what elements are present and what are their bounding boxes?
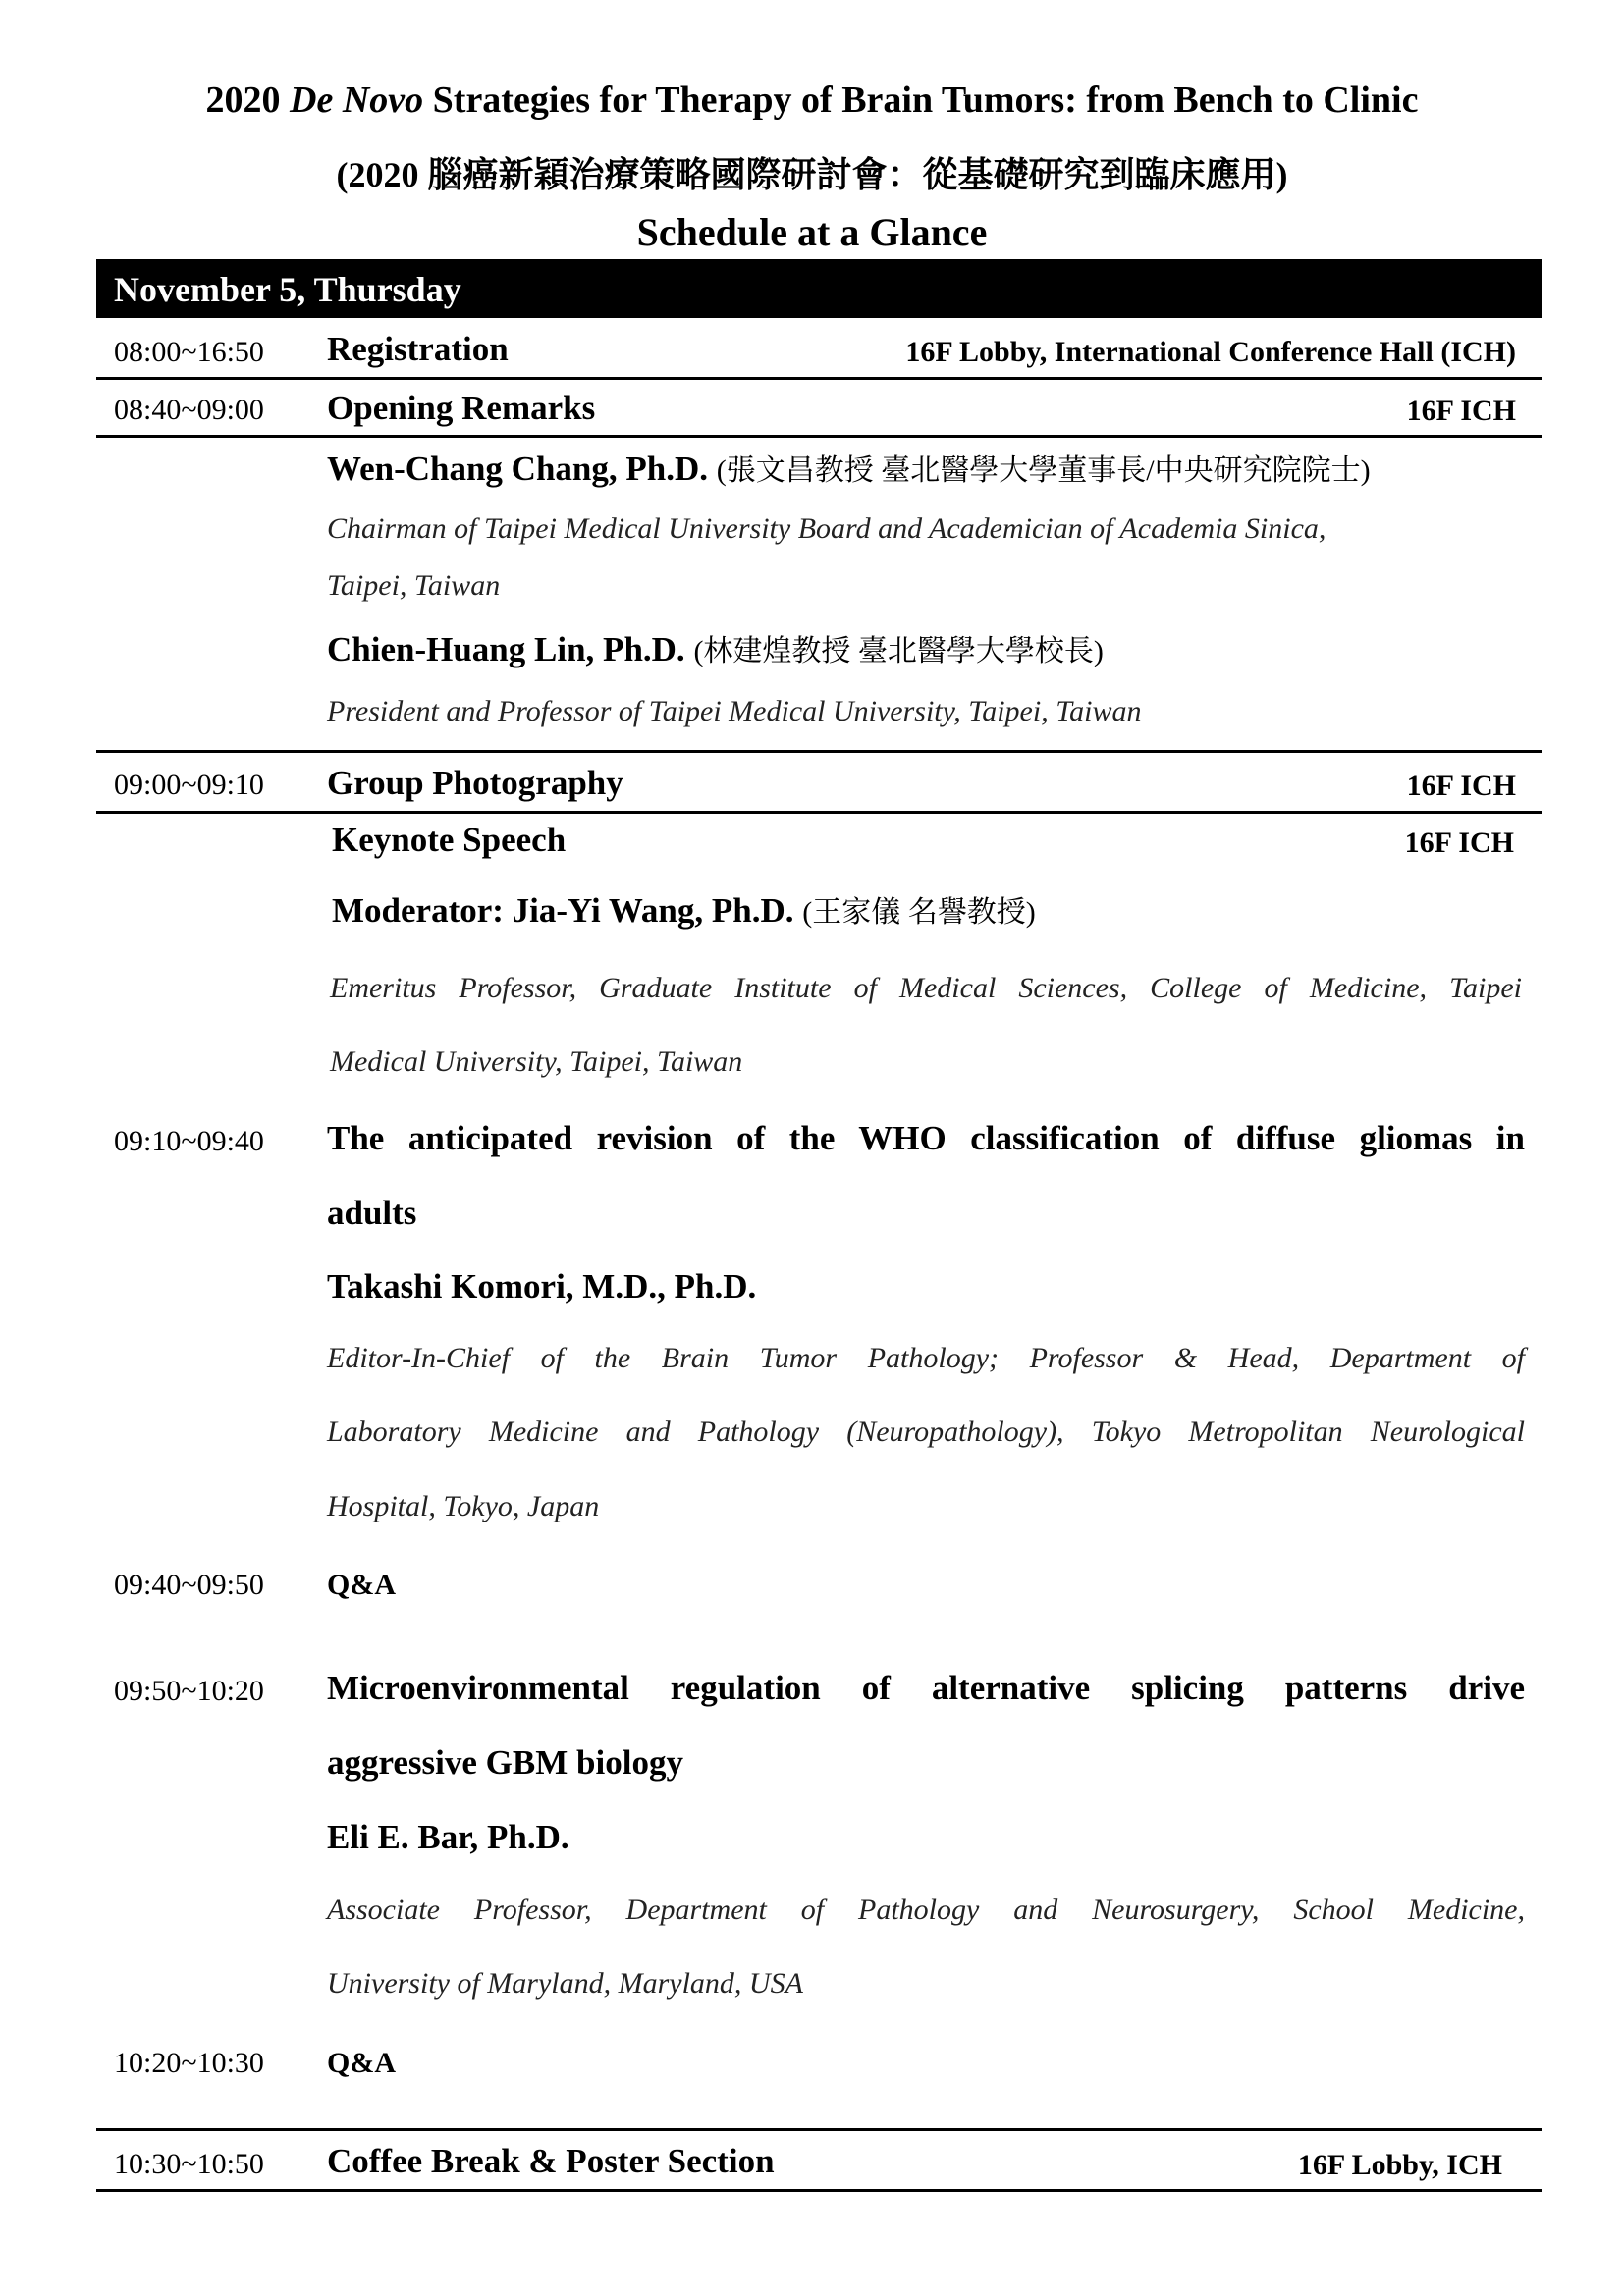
coffee-time: 10:30~10:50 [114,2148,264,2180]
speaker-name: Wen-Chang Chang, Ph.D. (張文昌教授 臺北醫學大學董事長/中央研究院院士) [327,450,1371,488]
photo-location: 16F ICH [1406,770,1516,802]
coffee-title: Coffee Break & Poster Section [327,2142,775,2180]
talk-title: Microenvironmental regulation of alternative splicing patterns drive [327,1669,1525,1707]
registration-time: 08:00~16:50 [114,336,264,368]
talk-time: 09:50~10:20 [114,1675,264,1707]
event-title: 2020 De Novo Strategies for Therapy of Brain Tumors: from Bench to Clinic [205,80,1419,121]
talk-speaker-affiliation: Editor-In-Chief of the Brain Tumor Pathology; Professor & Head, Department of [327,1342,1525,1374]
talk-time: 09:10~09:40 [114,1125,264,1157]
moderator-affiliation: Medical University, Taipei, Taiwan [330,1045,743,1078]
talk-speaker-affiliation: Hospital, Tokyo, Japan [327,1490,600,1522]
talk-speaker-affiliation: Laboratory Medicine and Pathology (Neuropathology), Tokyo Metropolitan Neurological [327,1415,1525,1448]
talk-title: adults [327,1194,417,1232]
talk-speaker-affiliation: Associate Professor, Department of Pathology and Neurosurgery, School Medicine, [327,1894,1525,1926]
speaker-affiliation: Chairman of Taipei Medical University Board and Academician of Academia Sinica, [327,512,1326,545]
speaker-affiliation: Taipei, Taiwan [327,569,501,602]
divider [96,377,1542,380]
photo-time: 09:00~09:10 [114,769,264,801]
photo-title: Group Photography [327,764,623,802]
keynote-location: 16F ICH [1404,827,1514,859]
qa-time: 10:20~10:30 [114,2047,264,2079]
moderator-affiliation: Emeritus Professor, Graduate Institute of Medical Sciences, College of Medicine, Taipei [330,972,1522,1004]
moderator-name: Moderator: Jia-Yi Wang, Ph.D. (王家儀 名譽教授) [332,891,1036,930]
registration-title: Registration [327,330,509,368]
divider [96,2189,1542,2192]
qa-label: Q&A [327,1569,396,1601]
divider [96,435,1542,438]
talk-speaker-affiliation: University of Maryland, Maryland, USA [327,1967,803,2000]
divider [96,811,1542,814]
registration-location: 16F Lobby, International Conference Hall (ICH) [905,336,1516,368]
opening-title: Opening Remarks [327,389,596,427]
divider [96,750,1542,753]
event-subtitle-zh: (2020 腦癌新穎治療策略國際研討會：從基礎研究到臨床應用) [336,155,1288,194]
talk-speaker: Takashi Komori, M.D., Ph.D. [327,1267,757,1306]
day-label: November 5, Thursday [114,270,461,309]
schedule-heading: Schedule at a Glance [636,210,988,254]
talk-title: aggressive GBM biology [327,1743,683,1782]
coffee-location: 16F Lobby, ICH [1297,2149,1502,2181]
opening-time: 08:40~09:00 [114,394,264,426]
qa-time: 09:40~09:50 [114,1569,264,1601]
opening-location: 16F ICH [1406,395,1516,427]
qa-label: Q&A [327,2047,396,2079]
talk-title: The anticipated revision of the WHO classification of diffuse gliomas in [327,1119,1525,1157]
speaker-affiliation: President and Professor of Taipei Medical University, Taipei, Taiwan [327,695,1142,727]
speaker-name: Chien-Huang Lin, Ph.D. (林建煌教授 臺北醫學大學校長) [327,630,1104,668]
divider [96,2128,1542,2131]
talk-speaker: Eli E. Bar, Ph.D. [327,1818,569,1856]
keynote-title: Keynote Speech [332,821,567,859]
